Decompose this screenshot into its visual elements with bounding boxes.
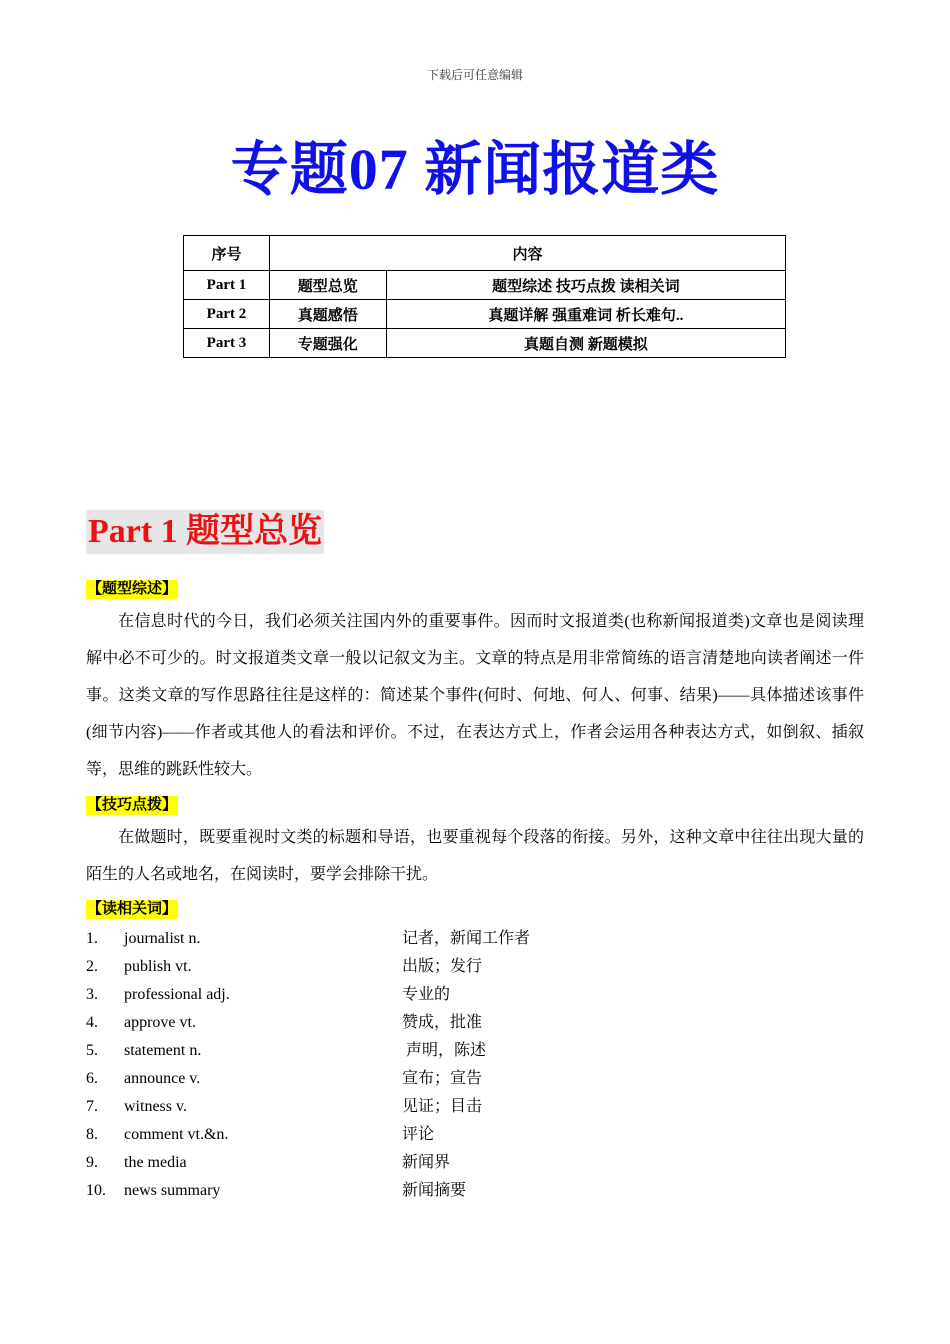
page-title: 专题07 新闻报道类 [230,137,720,202]
table-cell-content: 真题自测 新题模拟 [386,329,785,358]
list-item [86,1037,686,1065]
list-item [86,1065,686,1093]
header-cell-index: 序号 [184,236,270,271]
vocab-list [86,925,686,1205]
vocab-meaning: 记者，新闻工作者 [402,930,531,947]
header-cell-content: 内容 [269,236,785,271]
table-cell-name: 题型总览 [269,271,386,300]
vocab-term: news summary [124,1182,221,1199]
header-note: 下载后可任意编辑 [426,68,523,82]
table-cell-part: Part 2 [184,300,270,329]
vocab-term: professional adj. [124,986,230,1003]
overview-tag: 【题型综述】 [87,581,178,597]
table-cell-part: Part 3 [184,329,270,358]
table-row [184,271,786,300]
vocab-term: publish vt. [124,958,192,975]
vocab-number: 8. [86,1126,98,1143]
list-item [86,1009,686,1037]
table-row [184,300,786,329]
vocab-term: comment vt.&n. [124,1126,229,1143]
vocab-term: approve vt. [124,1014,196,1031]
vocab-number: 7. [86,1098,98,1115]
vocab-meaning: 新闻界 [402,1154,451,1171]
list-item [86,953,686,981]
table-cell-name: 真题感悟 [269,300,386,329]
vocab-number: 6. [86,1070,98,1087]
vocab-term: statement n. [124,1042,202,1059]
list-item [86,981,686,1009]
vocab-term: journalist n. [124,930,201,947]
list-item [86,1149,686,1177]
list-item [86,925,686,953]
table-row [184,329,786,358]
vocab-tag: 【读相关词】 [87,901,178,917]
table-cell-content: 题型综述 技巧点拨 读相关词 [386,271,785,300]
vocab-meaning: 专业的 [402,986,451,1003]
vocab-number: 2. [86,958,98,975]
vocab-number: 9. [86,1154,98,1171]
list-item [86,1177,686,1205]
vocab-meaning: 声明，陈述 [402,1042,487,1059]
vocab-number: 4. [86,1014,98,1031]
vocab-meaning: 赞成，批准 [402,1014,483,1031]
vocab-meaning: 出版；发行 [402,958,483,975]
part1-heading: Part 1 题型总览 [86,510,324,554]
overview-paragraph: 在信息时代的今日，我们必须关注国内外的重要事件。因而时文报道类(也称新闻报道类)文章也是阅读理解中必不可少的。时文报道类文章一般以记叙文为主。文章的特点是用非常简练的语言清楚地向读者阐述一件事。这类文章的写作思路往往是这样的：简述某个事件(何时、何地、何人、何事、结果)——具体描述该事件(细节内容)——作者或其他人的看法和评价。不过，在表达方式上，作者会运用各种表达方式，如倒叙、插叙等，思维的跳跃性较大。 [86,613,864,778]
tips-tag: 【技巧点拨】 [87,797,178,813]
table-cell-part: Part 1 [184,271,270,300]
vocab-number: 1. [86,930,98,947]
table-header-row [184,236,786,271]
vocab-term: the media [124,1154,187,1171]
vocab-term: witness v. [124,1098,187,1115]
vocab-number: 3. [86,986,98,1003]
tips-paragraph: 在做题时，既要重视时文类的标题和导语，也要重视每个段落的衔接。另外，这种文章中往往出现大量的陌生的人名或地名，在阅读时，要学会排除干扰。 [86,829,864,883]
vocab-number: 10. [86,1182,106,1199]
contents-table [183,235,786,358]
list-item [86,1121,686,1149]
list-item [86,1093,686,1121]
vocab-meaning: 新闻摘要 [402,1182,467,1199]
vocab-number: 5. [86,1042,98,1059]
vocab-term: announce v. [124,1070,201,1087]
table-cell-content: 真题详解 强重难词 析长难句.. [386,300,785,329]
vocab-meaning: 宣布；宣告 [402,1070,483,1087]
table-cell-name: 专题强化 [269,329,386,358]
vocab-meaning: 见证；目击 [402,1098,483,1115]
vocab-meaning: 评论 [402,1126,435,1143]
